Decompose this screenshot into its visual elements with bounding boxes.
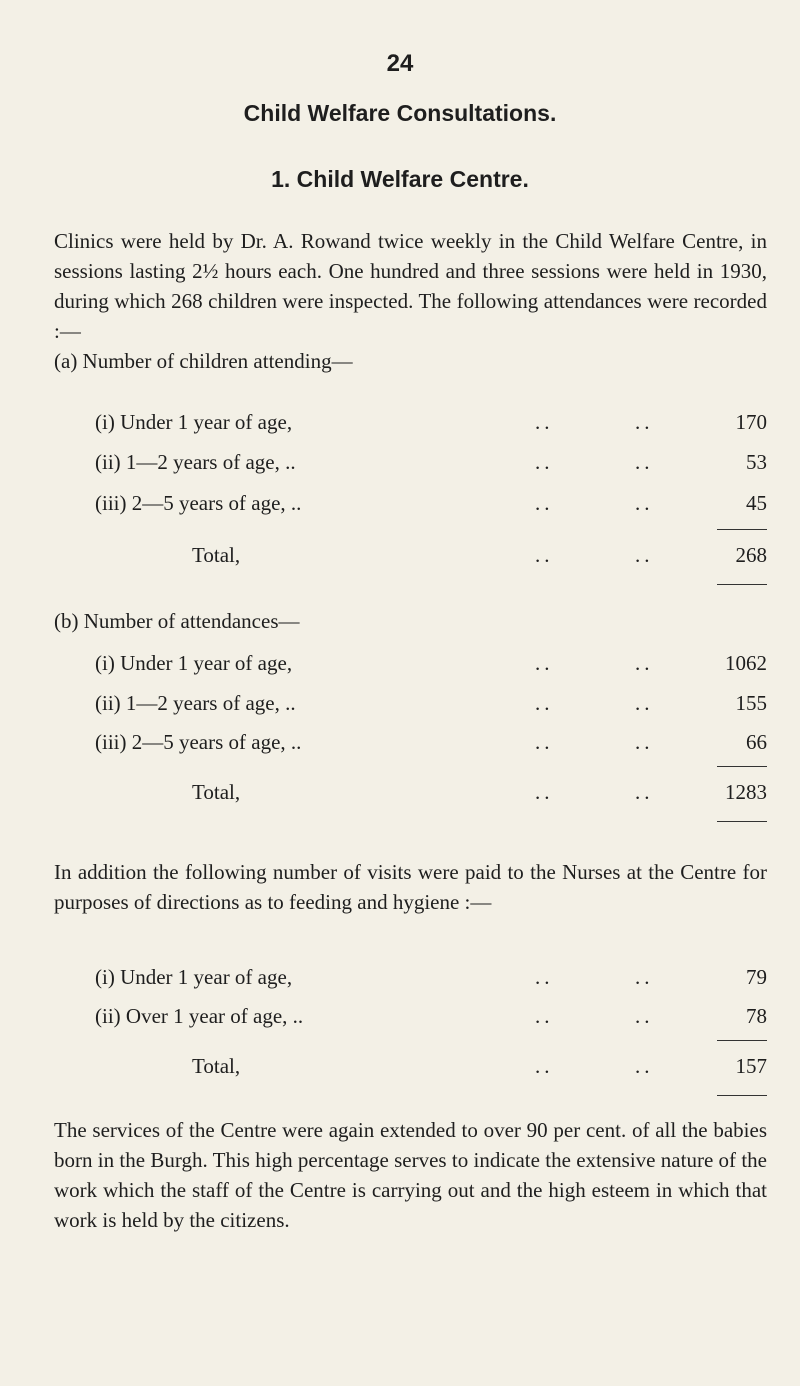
leader-dots: .. [535,450,554,474]
closing-paragraph: The services of the Centre were again extended to over 90 per cent. of all the babies born in the Burgh. This high percentage serves to indicate the extensive nature of the work which the staff of the Centre is carrying out and the high esteem in which that work is held by the citizens. [54,1118,767,1232]
leader-dots: .. [635,1004,654,1028]
leader-dots: .. [635,730,654,754]
table-row [95,688,767,718]
sum-rule [717,584,767,585]
leader-dots: .. [535,965,554,989]
row-label: (i) Under 1 year of age, [95,651,293,675]
table-row [95,407,767,437]
sum-rule [717,1095,767,1096]
table-row [95,962,767,992]
leader-dots: .. [635,651,654,675]
leader-dots: .. [535,691,554,715]
total-value: 157 [735,1054,767,1078]
sum-rule [717,821,767,822]
page-title: Child Welfare Consultations. [243,100,557,126]
leader-dots: .. [635,543,654,567]
leader-dots: .. [635,450,654,474]
sum-rule [717,766,767,767]
leader-dots: .. [535,730,554,754]
leader-dots: .. [535,1004,554,1028]
row-value: 79 [746,965,767,989]
leader-dots: .. [535,410,554,434]
section-a-heading: (a) Number of children attending— [54,349,353,373]
leader-dots: .. [635,691,654,715]
total-row [95,1051,767,1081]
leader-dots: .. [635,965,654,989]
leader-dots: .. [635,780,654,804]
table-row [95,447,767,477]
total-value: 268 [735,543,767,567]
row-label: (iii) 2—5 years of age, .. [95,491,302,515]
leader-dots: .. [635,1054,654,1078]
leader-dots: .. [535,651,554,675]
row-value: 1062 [725,651,767,675]
row-label: (iii) 2—5 years of age, .. [95,730,302,754]
leader-dots: .. [635,491,654,515]
leader-dots: .. [635,410,654,434]
row-label: (ii) Over 1 year of age, .. [95,1004,304,1028]
table-row [95,488,767,518]
row-label: (i) Under 1 year of age, [95,410,293,434]
table-row [95,727,767,757]
page-number: 24 [386,50,414,77]
total-row [95,777,767,807]
total-label: Total, [192,543,241,567]
leader-dots: .. [535,780,554,804]
sum-rule [717,529,767,530]
intro-paragraph: Clinics were held by Dr. A. Rowand twice weekly in the Child Welfare Centre, in sessions lasting 2½ hours each. One hundred and three sessions were held in 1930, during which 268 children were inspected. The following attendances were recorded :— [54,229,767,343]
leader-dots: .. [535,543,554,567]
sum-rule [717,1040,767,1041]
row-value: 45 [746,491,767,515]
leader-dots: .. [535,1054,554,1078]
row-label: (ii) 1—2 years of age, .. [95,450,296,474]
section-title: 1. Child Welfare Centre. [271,166,529,192]
total-label: Total, [192,1054,241,1078]
row-value: 66 [746,730,767,754]
total-value: 1283 [725,780,767,804]
row-value: 53 [746,450,767,474]
row-value: 155 [735,691,767,715]
leader-dots: .. [535,491,554,515]
row-label: (i) Under 1 year of age, [95,965,293,989]
table-row [95,1001,767,1031]
total-label: Total, [192,780,241,804]
section-b-heading: (b) Number of attendances— [54,609,300,633]
row-value: 170 [735,410,767,434]
row-value: 78 [746,1004,767,1028]
table-row [95,648,767,678]
row-label: (ii) 1—2 years of age, .. [95,691,296,715]
visits-paragraph: In addition the following number of visits were paid to the Nurses at the Centre for purposes of directions as to feeding and hygiene :— [54,860,767,914]
total-row [95,540,767,570]
